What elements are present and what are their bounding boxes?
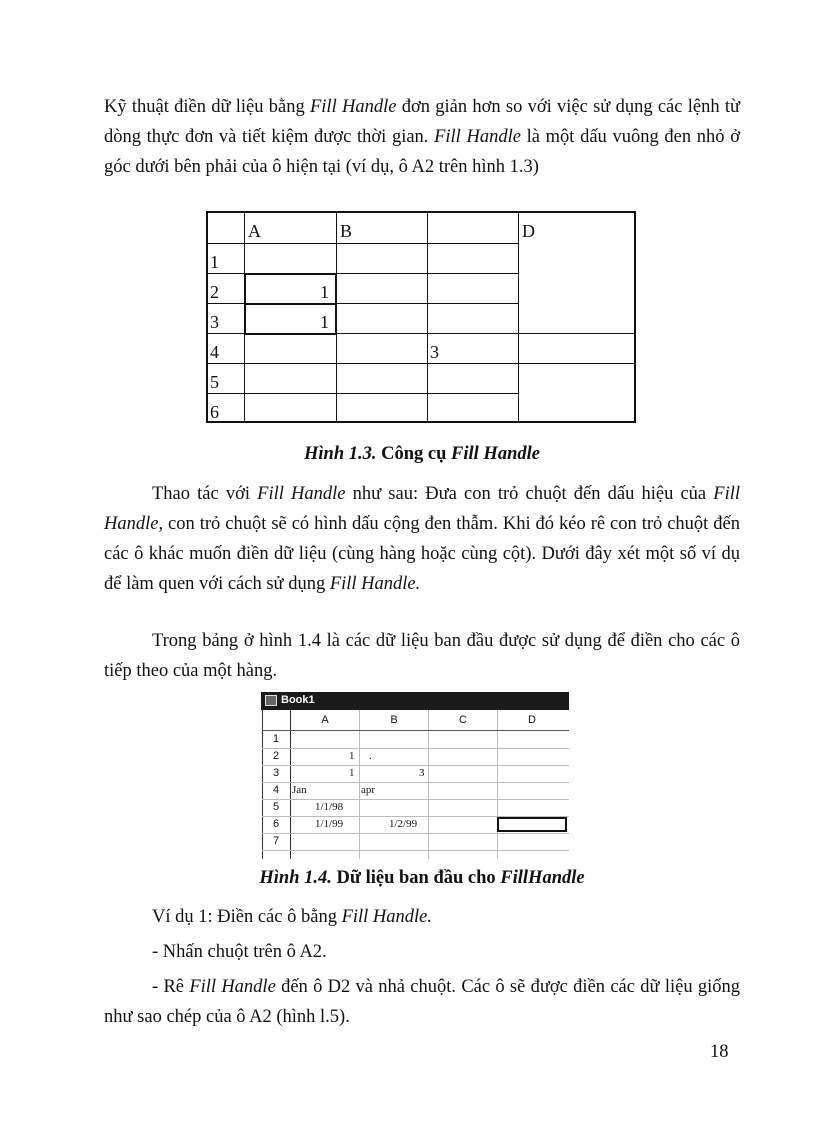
table-intro-paragraph: Trong bảng ở hình 1.4 là các dữ liệu ban đầu được sử dụng để điền cho các ô tiếp theo của một hàng. [104, 631, 740, 681]
row-number-5: 5 [273, 801, 280, 813]
col-header-c: C [459, 714, 467, 726]
row-number-4: 4 [273, 784, 280, 796]
row-number-7: 7 [273, 835, 280, 847]
step-2-paragraph: - Rê Fill Handle đến ô D2 và nhả chuột. Các ô sẽ được điền các dữ liệu giống như sao chép của ô A2 (hình l.5). [104, 977, 741, 1027]
col-header-d: D [522, 221, 535, 241]
workbook-icon [265, 695, 277, 706]
cell-a2: 1 [349, 750, 355, 762]
example-1-line: Ví dụ 1: Điền các ô bằng Fill Handle. [152, 907, 433, 927]
cell-b4: apr [361, 784, 376, 796]
cell-b2: . [369, 750, 372, 762]
row-number-3: 3 [273, 767, 280, 779]
cell-a5: 1/1/98 [315, 801, 344, 813]
row-header-5: 5 [210, 372, 219, 392]
cell-a6: 1/1/99 [315, 818, 344, 830]
col-header-b: B [390, 714, 398, 726]
cell-a3-value: 1 [320, 312, 329, 332]
step-1-line: - Nhấn chuột trên ô A2. [152, 942, 327, 962]
active-cell-d6[interactable] [497, 817, 567, 832]
row-header-1: 1 [210, 252, 219, 272]
row-number-2: 2 [273, 750, 280, 762]
row-number-6: 6 [273, 818, 280, 830]
row-header-4: 4 [210, 342, 219, 362]
figure-1-4-caption: Hình 1.4. Dữ liệu ban đầu cho FillHandle [259, 868, 585, 888]
window-title: Book1 [281, 694, 315, 706]
cell-c4-value: 3 [430, 342, 439, 362]
col-header-d: D [528, 714, 536, 726]
instructions-paragraph: Thao tác với Fill Handle như sau: Đưa con trỏ chuột đến dấu hiệu của Fill Handle, con trỏ chuột sẽ có hình dấu cộng đen thẫm. Khi đó kéo rê con trỏ chuột đến các ô khác muốn điền dữ liệu (cùng hàng hoặc cùng cột). Dưới đây xét một số ví dụ để làm quen với cách sử dụng Fill Handle. [104, 484, 741, 594]
cell-a4: Jan [292, 784, 307, 796]
row-header-6: 6 [210, 402, 219, 422]
cell-b6: 1/2/99 [389, 818, 418, 830]
window-titlebar [261, 692, 569, 710]
col-header-a: A [321, 714, 329, 726]
figure-1-3-caption: Hình 1.3. Công cụ Fill Handle [304, 444, 540, 464]
figure-1-3-table [206, 211, 636, 423]
row-header-3: 3 [210, 312, 219, 332]
row-header-2: 2 [210, 282, 219, 302]
figure-1-4-spreadsheet [261, 692, 569, 859]
page-number: 18 [710, 1042, 729, 1062]
intro-paragraph: Kỹ thuật điền dữ liệu bằng Fill Handle đơn giản hơn so với việc sử dụng các lệnh từ dòng thực đơn và tiết kiệm được thời gian. Fill Handle là một dấu vuông đen nhỏ ở góc dưới bên phải của ô hiện tại (ví dụ, ô A2 trên hình 1.3) [104, 97, 741, 177]
col-header-a: A [248, 221, 261, 241]
cell-a2-value: 1 [320, 282, 329, 302]
col-header-b: B [340, 221, 353, 241]
cell-a3: 1 [349, 767, 355, 779]
cell-b3: 3 [419, 767, 425, 779]
row-number-1: 1 [273, 733, 280, 745]
